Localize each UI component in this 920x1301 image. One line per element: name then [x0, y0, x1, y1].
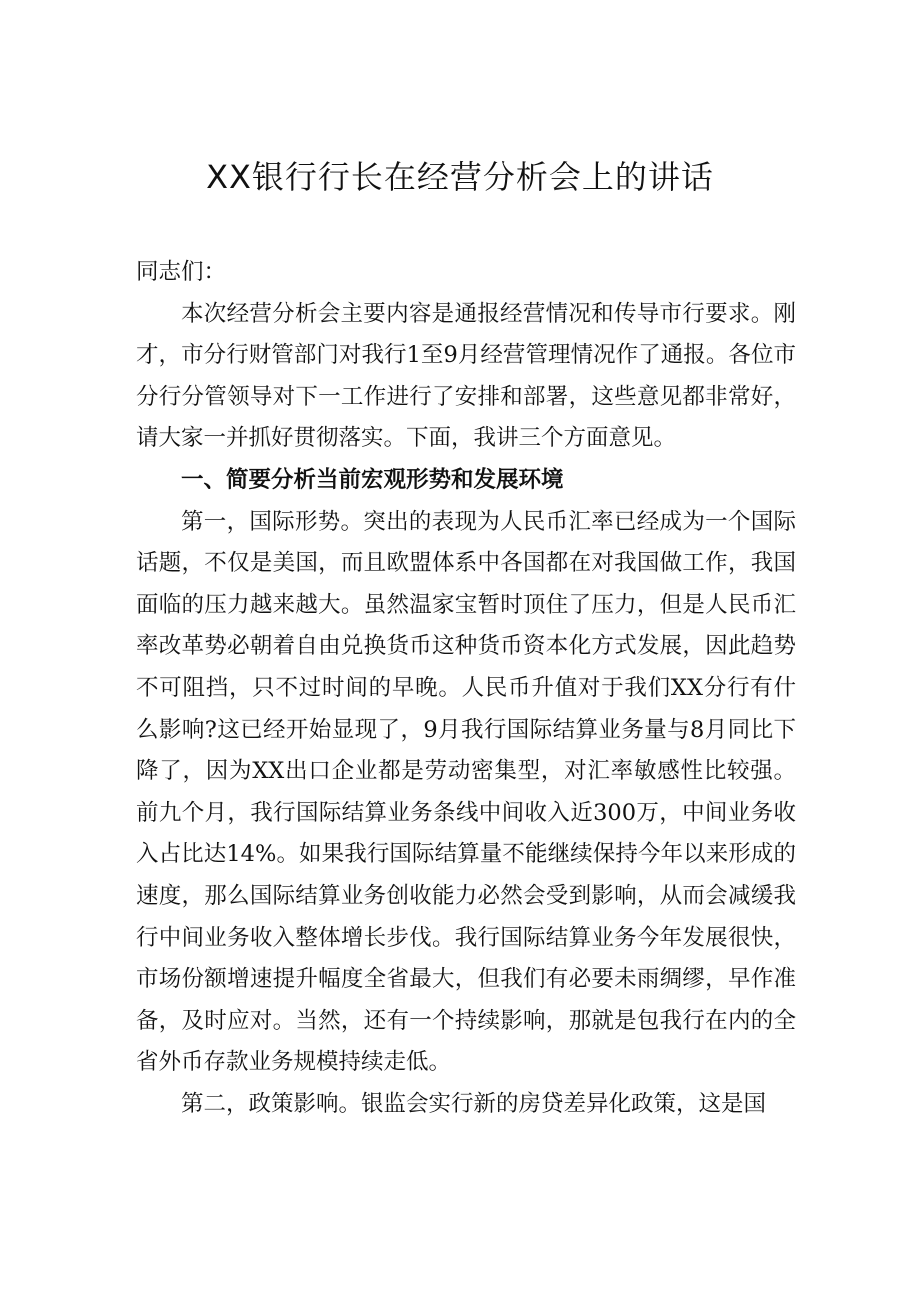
document-title: XX银行行长在经营分析会上的讲话 — [206, 158, 714, 196]
paragraph-policy-impact: 第二，政策影响。银监会实行新的房贷差异化政策，这是国 — [181, 1090, 767, 1117]
document-body — [136, 252, 796, 1125]
intro-paragraph: 本次经营分析会主要内容是通报经营情况和传导市行要求。刚才，市分行财管部门对我行1至9月经营管理情况作了通报。各位市分行分管领导对下一工作进行了安排和部署，这些意见都非常好，请大家一并抓好贯彻落实。下面，我讲三个方面意见。 — [136, 300, 796, 452]
salutation: 同志们： — [136, 259, 227, 285]
paragraph-international-situation: 第一，国际形势。突出的表现为人民币汇率已经成为一个国际话题，不仅是美国，而且欧盟体系中各国都在对我国做工作，我国面临的压力越来越大。虽然温家宝暂时顶住了压力，但是人民币汇率改革势必朝着自由兑换货币这种货币资本化方式发展，因此趋势不可阻挡，只不过时间的早晚。人民币升值对于我们XX分行有什么影响?这已经开始显现了，9月我行国际结算业务量与8月同比下降了，因为XX出口企业都是劳动密集型，对汇率敏感性比较强。前九个月，我行国际结算业务条线中间收入近300万，中间业务收入占比达14%。如果我行国际结算量不能继续保持今年以来形成的速度，那么国际结算业务创收能力必然会受到影响，从而会减缓我行中间业务收入整体增长步伐。我行国际结算业务今年发展很快，市场份额增速提升幅度全省最大，但我们有必要未雨绸缪，早作准备，及时应对。当然，还有一个持续影响，那就是包我行在内的全省外币存款业务规模持续走低。 — [136, 508, 796, 1076]
section-heading: 一、简要分析当前宏观形势和发展环境 — [181, 466, 564, 493]
